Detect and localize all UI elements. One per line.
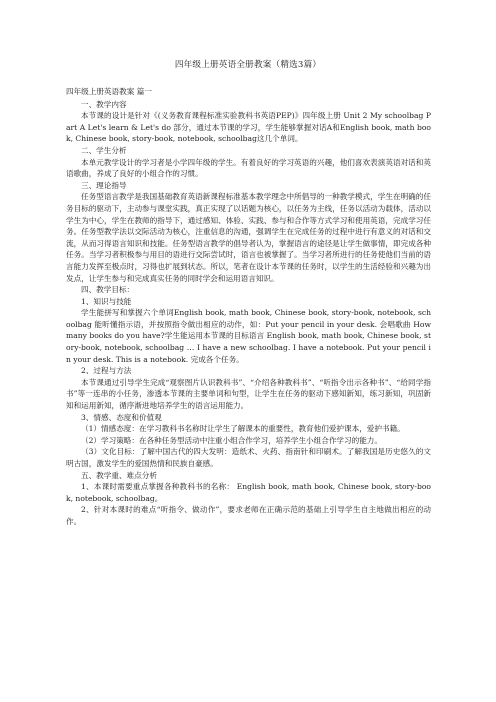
heading-objectives: 四、教学目标： <box>81 285 135 295</box>
paragraph: 1、本课时需要重点掌握各种教科书的名称： English book, math book, Chinese book, story-book, notebook, schoolbag。 <box>66 482 431 503</box>
heading-student-analysis: 二、学生分析 <box>81 145 127 155</box>
section-heading: 四年级上册英语教案 篇一 <box>66 87 152 96</box>
document-body <box>66 86 431 528</box>
paragraph: 本节课的设计是针对《(义务教育课程标准实验教科书英语PEP)》四年级上册 Unit 2 My schoolbag Part A Let's learn & Let's do 部分，通过本节课的学习，学生能够掌握对话A和English book, math book, Chinese book, story-book, notebook, schoolbag这几个单词。 <box>66 111 431 144</box>
paragraph: 本节课通过引导学生完成“观察图片认识教科书”、“介绍各种教科书”、“听指令出示各种书”、“给同学指书”等一连串的小任务，渗透本节课的主要单词和句型，让学生在任务的驱动下感知新知，练习新知，巩固新知和运用新知，循序渐进地培养学生的语言运用能力。 <box>66 377 431 411</box>
heading-teaching-content: 一、教学内容 <box>81 99 127 109</box>
subheading-attitude-values: 3、情感、态度和价值观 <box>81 412 162 422</box>
paragraph: （2）学习策略：在各种任务型活动中注重小组合作学习，培养学生小组合作学习的能力。 <box>81 435 382 445</box>
paragraph: 2、针对本课时的难点“听指令、做动作”，要求老师在正确示范的基础上引导学生自主地做出相应的动作。 <box>66 505 431 526</box>
heading-theory: 三、理论指导 <box>81 180 127 190</box>
paragraph: 任务型语言教学是我国基础教育英语新课程标准基本教学理念中所倡导的一种教学模式，学生在明确的任务目标的驱动下，主动参与课堂实践，真正实现了以话题为核心，以任务为主线，任务以活动为载体，活动以学生为中心，学生在教师的指导下，通过感知、体验、实践、参与和合作等方式学习和使用英语，完成学习任务。任务型教学法以交际活动为核心，注重信息的沟通，强调学生在完成任务的过程中进行有意义的对话和交流，从而习得语言知识和技能。任务型语言教学的倡导者认为，掌握语言的途径是让学生做事情，即完成各种任务。当学习者积极参与用目的语进行交际尝试时，语言也被掌握了。当学习者所进行的任务使他们当前的语言能力发挥至极点时，习得也扩展到状态。所以，笔者在设计本节课的任务时，以学生的生活经验和兴趣为出发点，让学生参与和完成真实任务的同时学会和运用语言知识。 <box>66 192 431 283</box>
subheading-process-methods: 2、过程与方法 <box>81 366 132 376</box>
paragraph: 学生能拼写和掌握六个单词English book, math book, Chinese book, story-book, notebook, schoolbag 能听懂指示语，并按照指令做出相应的动作，如：Put your pencil in your desk. 会唱歌曲 How many books do you have?学生能运用本节课的目标语言 English book, math book, Chinese book, story-book, notebook, schoolbag … I have a new schoolbag. I have a notebook. Put your pencil in your desk. This is a notebook. 完成各个任务。 <box>66 308 431 364</box>
paragraph: （1）情感态度：在学习教科书名称时让学生了解课本的重要性，教育他们爱护课本，爱护书籍。 <box>81 424 405 434</box>
paragraph: 本单元教学设计的学习者是小学四年级的学生。有着良好的学习英语的兴趣，他们喜欢表演英语对话和英语歌曲，养成了良好的小组合作的习惯。 <box>66 157 431 179</box>
subheading-knowledge-skills: 1、知识与技能 <box>81 296 132 306</box>
paragraph: （3）文化目标：了解中国古代的四大发明：造纸术、火药、指南针和印刷术。了解我国是历史悠久的文明古国，激发学生的爱国热情和民族自豪感。 <box>66 447 431 468</box>
document-title: 四年级上册英语全册教案（精选3篇） <box>174 60 322 70</box>
heading-key-points: 五、教学重、难点分析 <box>81 470 157 480</box>
